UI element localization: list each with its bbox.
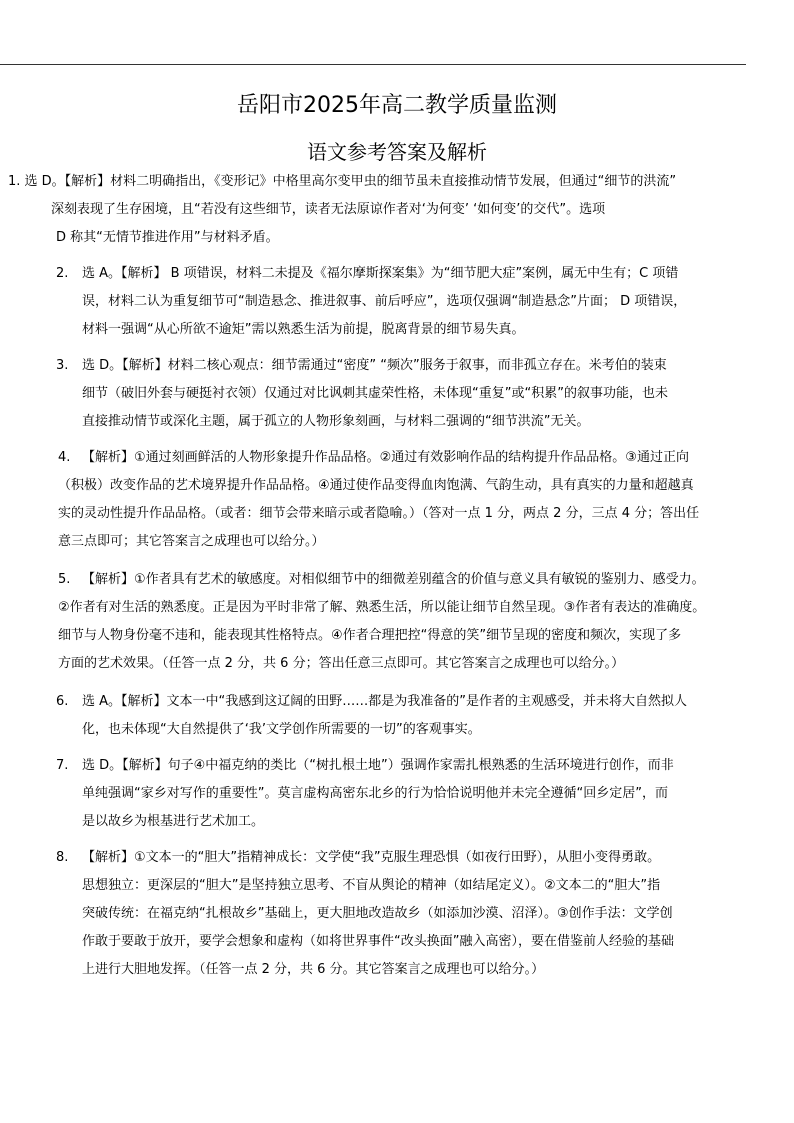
page-subtitle: 语文参考答案及解析 — [307, 140, 487, 164]
answer-5-line: 方面的艺术效果。（任答一点 2 分，共 6 分；答出任意三点即可。其它答案言之成理也可以给分。） — [58, 656, 625, 671]
answer-7 — [56, 752, 752, 836]
answer-4-number: 4. — [58, 450, 71, 465]
answer-6-number: 6. — [56, 694, 69, 709]
answer-2-line: 误，材料二认为重复细节可“制造悬念、推进叙事、前后呼应”，选项仅强调“制造悬念”片面； D 项错误， — [82, 294, 687, 309]
answer-2-line: 材料一强调“从心所欲不逾矩”需以熟悉生活为前提，脱离背景的细节易失真。 — [82, 322, 525, 337]
answer-7-line: 是以故乡为根基进行艺术加工。 — [82, 814, 265, 829]
answer-8-number: 8. — [56, 850, 69, 865]
answer-1-line: 深刻表现了生存困境，且“若没有这些细节，读者无法原谅作者对‘为何变’ ‘如何变’的交代”。选项 — [51, 202, 606, 217]
answer-4-line-text: 【解析】①通过刻画鲜活的人物形象提升作品品格。②通过有效影响作品的结构提升作品品格。③通过正向 — [82, 450, 689, 465]
answer-5-line: 细节与人物身份毫不违和，能表现其性格特点。④作者合理把控“得意的笑”细节呈现的密度和频次，实现了多 — [58, 628, 682, 643]
answer-3-number: 3. — [56, 358, 69, 373]
header-rule — [0, 64, 746, 65]
answer-8-line: 【解析】①文本一的“胆大”指精神成长：文学使“我”克服生理恐惧（如夜行田野），从胆小变得勇敢。 — [82, 850, 661, 865]
answer-5-line-text: 【解析】①作者具有艺术的敏感度。对相似细节中的细微差别蕴含的价值与意义具有敏锐的鉴别力、感受力。 — [82, 572, 705, 587]
answer-1 — [8, 168, 768, 252]
answer-4-line: （积极）改变作品的艺术境界提升作品品格。④通过使作品变得血肉饱满、气韵生动，具有真实的力量和超越真 — [58, 478, 694, 493]
answer-4 — [58, 444, 758, 556]
answer-6-line: 选 A。【解析】文本一中“我感到这辽阔的田野……都是为我准备的”是作者的主观感受，并未将大自然拟人 — [82, 694, 687, 709]
answer-7-number: 7. — [56, 758, 69, 773]
answer-3 — [56, 352, 752, 436]
answer-3-line: 细节（破旧外套与硬挺衬衣领）仅通过对比讽刺其虚荣性格，未体现“重复”或“积累”的叙事功能，也未 — [82, 386, 668, 401]
page-title: 岳阳市2025年高二教学质量监测 — [237, 93, 557, 118]
answer-1-line: 1. 选 D。【解析】材料二明确指出，《变形记》中格里高尔变甲虫的细节虽未直接推动情节发展，但通过“细节的洪流” — [8, 174, 677, 189]
answer-5 — [58, 566, 768, 678]
answer-2-line: 选 A。【解析】 B 项错误，材料二未提及《福尔摩斯探案集》为“细节肥大症”案例，属无中生有；C 项错 — [82, 266, 679, 281]
answer-2 — [56, 260, 752, 344]
answer-3-line: 选 D。【解析】材料二核心观点：细节需通过“密度” “频次”服务于叙事，而非孤立存在。米考伯的装束 — [82, 358, 667, 373]
answer-1-line: D 称其“无情节推进作用”与材料矛盾。 — [56, 230, 279, 245]
answer-6-line: 化，也未体现“大自然提供了‘我’文学创作所需要的一切”的客观事实。 — [82, 722, 481, 737]
answer-4-line: 实的灵动性提升作品品格。（或者：细节会带来暗示或者隐喻。）（答对一点 1 分，两点 2 分，三点 4 分；答出任 — [58, 506, 700, 521]
answer-5-line — [58, 566, 768, 594]
answer-4-line: 意三点即可；其它答案言之成理也可以给分。） — [58, 534, 325, 549]
answer-8-line: 思想独立：更深层的“胆大”是坚持独立思考、不盲从舆论的精神（如结尾定义）。②文本二的“胆大”指 — [82, 878, 661, 893]
answer-3-line: 直接推动情节或深化主题，属于孤立的人物形象刻画，与材料二强调的“细节洪流”无关。 — [82, 414, 590, 429]
answer-8-line: 上进行大胆地发挥。（任答一点 2 分，共 6 分。其它答案言之成理也可以给分。） — [82, 962, 545, 977]
answer-7-line: 选 D。【解析】句子④中福克纳的类比（“树扎根土地”）强调作家需扎根熟悉的生活环境进行创作，而非 — [82, 758, 674, 773]
answer-5-number: 5. — [58, 572, 71, 587]
answer-5-line: ②作者有对生活的熟悉度。正是因为平时非常了解、熟悉生活，所以能让细节自然呈现。③作者有表达的准确度。 — [58, 600, 706, 615]
answer-8-line: 作敢于要敢于放开，要学会想象和虚构（如将世界事件“改头换面”融入高密），要在借鉴前人经验的基础 — [82, 934, 674, 949]
answer-6 — [56, 688, 752, 744]
answer-7-line: 单纯强调“家乡对写作的重要性”。莫言虚构高密东北乡的行为恰恰说明他并未完全遵循“回乡定居”，而 — [82, 786, 668, 801]
answer-2-number: 2. — [56, 266, 69, 281]
answer-8 — [56, 844, 752, 984]
answer-4-line — [58, 444, 758, 472]
answer-8-line: 突破传统：在福克纳“扎根故乡”基础上，更大胆地改造故乡（如添加沙漠、沼泽）。③创作手法：文学创 — [82, 906, 673, 921]
